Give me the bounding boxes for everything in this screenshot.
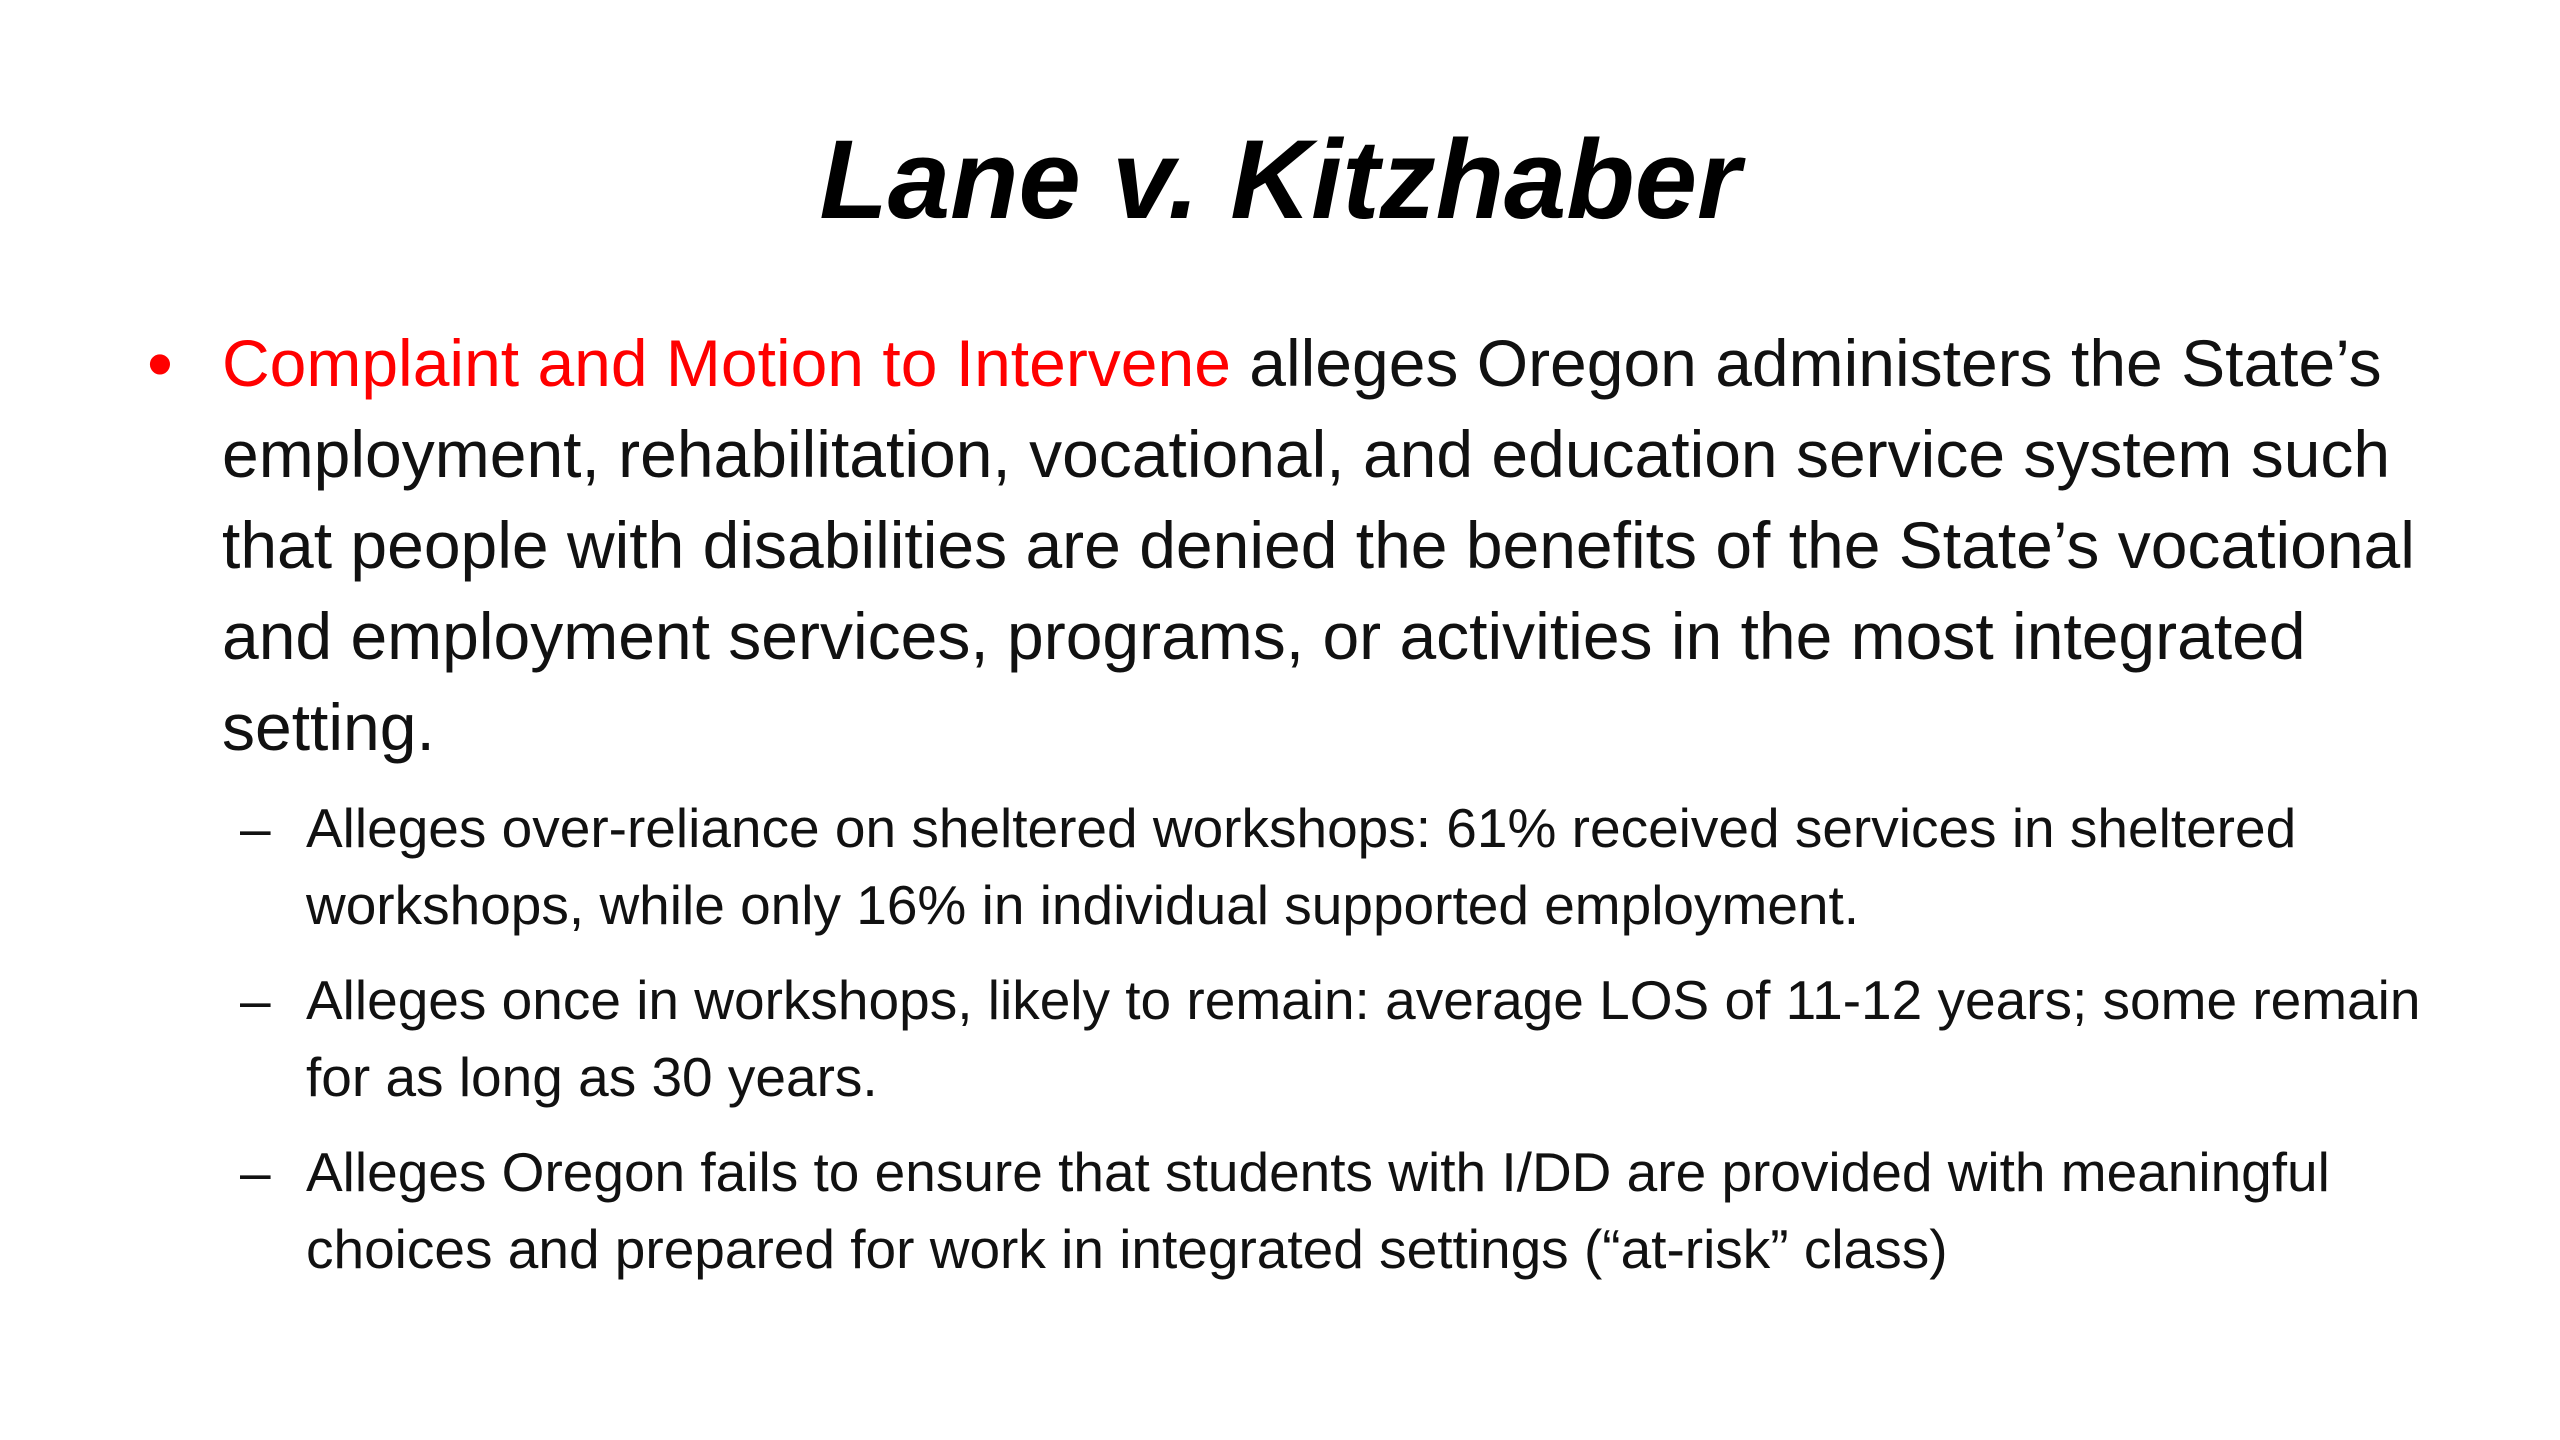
sub-bullet-item <box>240 790 2440 944</box>
sub-bullet-item <box>240 962 2440 1116</box>
bullet-marker: • <box>147 322 173 405</box>
sub-bullet-item <box>240 1134 2440 1288</box>
slide-title: Lane v. Kitzhaber <box>819 117 1741 242</box>
sub-bullet-text: Alleges once in workshops, likely to remain: average LOS of 11-12 years; some remain for as long as 30 years. <box>306 969 2421 1108</box>
main-bullet-body: alleges Oregon administers the State’s employment, rehabilitation, vocational, and education service system such that people with disabilities are denied the benefits of the State’s vocational and employment services, programs, or activities in the most integrated setting. <box>222 326 2415 764</box>
dash-marker: – <box>240 797 271 859</box>
sub-bullet-text: Alleges Oregon fails to ensure that students with I/DD are provided with meaningful choices and prepared for work in integrated settings (“at-risk” class) <box>306 1141 2330 1280</box>
dash-marker: – <box>240 1141 271 1203</box>
main-bullet-text <box>222 318 2452 773</box>
dash-marker: – <box>240 969 271 1031</box>
main-bullet <box>147 318 2452 773</box>
sub-bullet-text: Alleges over-reliance on sheltered workshops: 61% received services in sheltered workshops, while only 16% in individual supported employment. <box>306 797 2297 936</box>
main-bullet-highlight: Complaint and Motion to Intervene <box>222 326 1231 400</box>
sub-bullet-list <box>240 790 2440 1306</box>
